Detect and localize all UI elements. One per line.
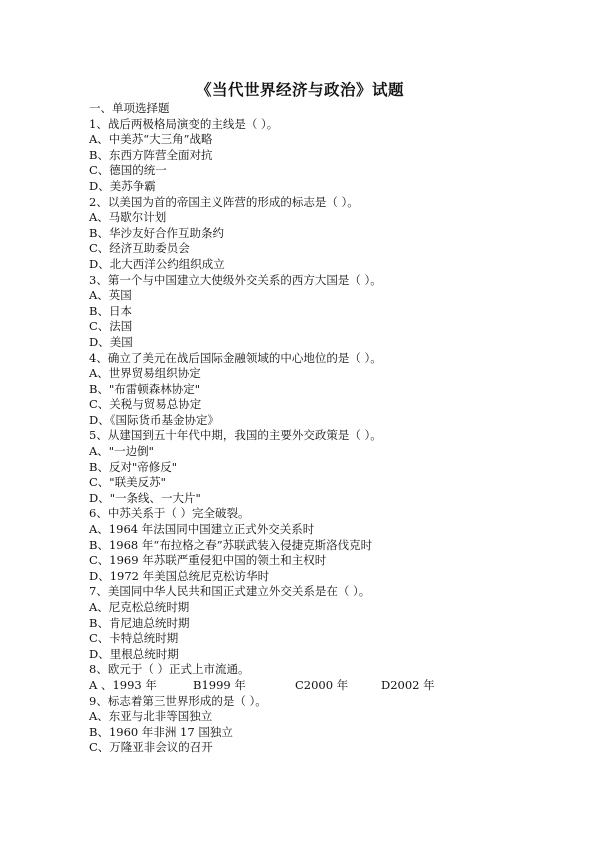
question-3-stem: 3、第一个与中国建立大使级外交关系的西方大国是（ ）。 (89, 272, 382, 287)
question-4-option-a: A、世界贸易组织协定 (89, 366, 201, 381)
question-8-option-c: C2000 年 (295, 677, 349, 692)
section-heading: 一、单项选择题 (89, 101, 170, 115)
question-1-stem: 1、战后两极格局演变的主线是（ ）。 (89, 116, 279, 131)
question-3-option-c: C、法国 (89, 319, 133, 334)
question-4-option-c: C、关税与贸易总协定 (89, 397, 202, 412)
question-4-stem: 4、确立了美元在战后国际金融领域的中心地位的是（ ）。 (89, 350, 382, 365)
question-4-option-b: B、"布雷顿森林协定" (89, 381, 201, 396)
document-title: 《当代世界经济与政治》试题 (195, 80, 404, 99)
question-3-option-b: B、日本 (89, 303, 132, 318)
question-8-option-a: A 、1993 年 (89, 677, 157, 692)
question-5-option-d: D、"一条线、一大片" (89, 490, 201, 505)
question-9-option-b: B、1960 年非洲 17 国独立 (89, 724, 233, 739)
question-1-option-b: B、东西方阵营全面对抗 (89, 147, 213, 162)
question-8-option-b: B1999 年 (193, 677, 246, 692)
question-6-option-a: A、1964 年法国同中国建立正式外交关系时 (89, 522, 315, 537)
question-2-stem: 2、以美国为首的帝国主义阵营的形成的标志是（ ）。 (89, 194, 359, 209)
question-1-option-d: D、美苏争霸 (89, 178, 156, 193)
question-9-option-c: C、万隆亚非会议的召开 (89, 740, 213, 755)
question-2-option-b: B、华沙友好合作互助条约 (89, 225, 224, 240)
question-7-option-b: B、肯尼迪总统时期 (89, 615, 190, 630)
question-7-stem: 7、美国同中华人民共和国正式建立外交关系是在（ ）。 (89, 584, 371, 599)
question-1-option-c: C、德国的统一 (89, 163, 167, 178)
question-6-option-c: C、1969 年苏联严重侵犯中国的领土和主权时 (89, 553, 327, 568)
question-8-option-d: D2002 年 (381, 677, 435, 692)
question-5-stem: 5、从建国到五十年代中期，我国的主要外交政策是（ ）。 (89, 428, 382, 443)
question-7-option-a: A、尼克松总统时期 (89, 600, 190, 614)
question-6-option-d: D、1972 年美国总统尼克松访华时 (89, 568, 270, 583)
question-2-option-a: A、马歇尔计划 (89, 210, 167, 225)
question-5-option-c: C、"联美反苏" (89, 475, 166, 490)
question-2-option-d: D、北大西洋公约组织成立 (89, 256, 225, 271)
question-9-stem: 9、标志着第三世界形成的是（ ）。 (89, 693, 267, 708)
question-8-stem: 8、欧元于（ ）正式上市流通。 (89, 662, 250, 677)
question-5-option-a: A、"一边倒" (89, 444, 154, 459)
question-4-option-d: D、《国际货币基金协定》 (89, 412, 219, 427)
question-8-options (89, 678, 549, 694)
question-2-option-c: C、经济互助委员会 (89, 241, 190, 256)
question-5-option-b: B、反对"帝修反" (89, 459, 178, 474)
question-9-option-a: A、东亚与北非等国独立 (89, 709, 213, 724)
question-6-stem: 6、中苏关系于（ ）完全破裂。 (89, 506, 250, 521)
question-7-option-c: C、卡特总统时期 (89, 631, 179, 646)
question-3-option-d: D、美国 (89, 334, 133, 349)
question-7-option-d: D、里根总统时期 (89, 646, 179, 661)
question-3-option-a: A、英国 (89, 288, 132, 303)
question-list (89, 101, 549, 756)
question-1-option-a: A、中美苏“大三角”战略 (89, 132, 213, 147)
question-6-option-b: B、1968 年“布拉格之春”苏联武装入侵捷克斯洛伐克时 (89, 537, 373, 552)
